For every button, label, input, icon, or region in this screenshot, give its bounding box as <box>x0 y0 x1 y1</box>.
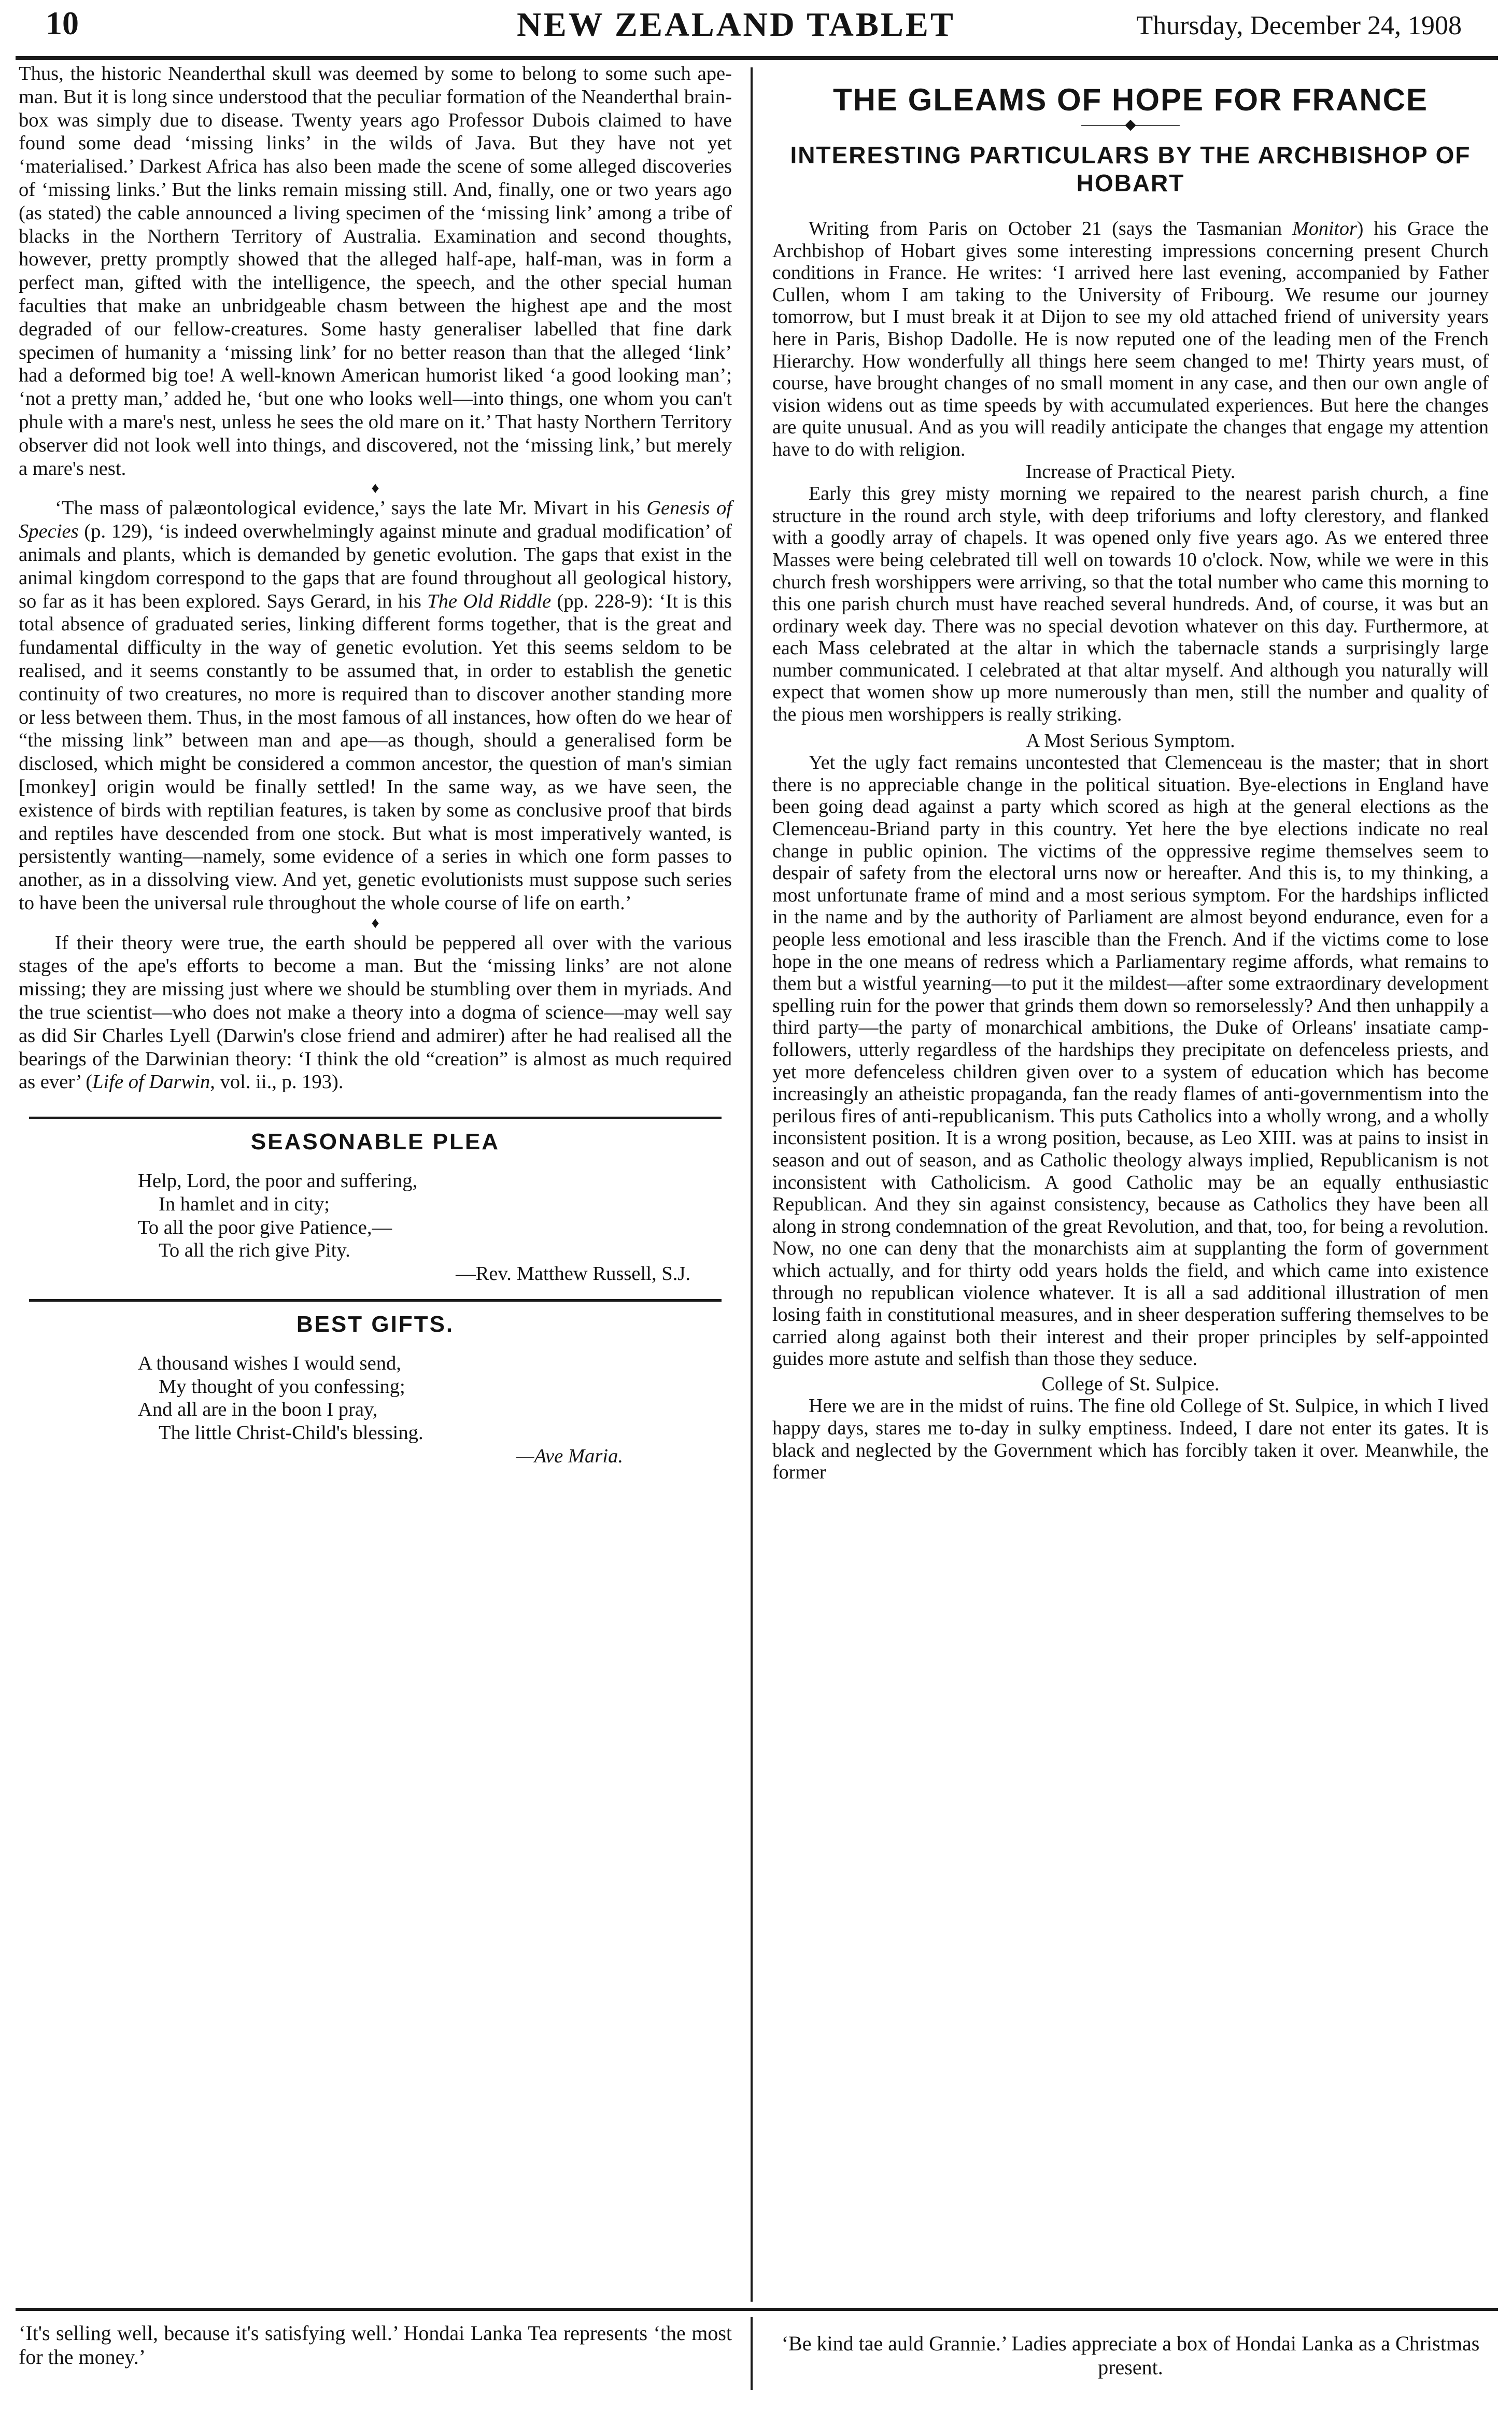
paragraph-piety: Early this grey misty morning we repaired to the nearest parish church, a fine structure in the round arch style, with deep triforiums and lofty clerestory, and flanked with a goodly array of chapels. It was opened only five years ago. As we entered three Masses were being celebrated till well on towards 10 o'clock. Now, while we were in this church fresh worshippers were arriving, so that the total number who came this morning to this one parish church must have reached several hundreds. And, of course, it was but an ordinary week day. There was no special devotion whatever on this day. Furthermore, at each Mass celebrated at the altar in which the tabernacle stands a surprisingly large number communicated. I celebrated at that altar myself. And although you naturally will expect that women show up more numerously than men, still the number and quality of the pious men worshippers is really striking. <box>772 483 1489 726</box>
paragraph-st-sulpice: Here we are in the midst of ruins. The fine old College of St. Sulpice, in which I lived happy days, stares me to-day in sulky emptiness. Indeed, I dare not enter its gates. It is black and neglected by the Government which has forcibly taken it over. Meanwhile, the former <box>772 1395 1489 1484</box>
section-separator: ♦ <box>371 480 379 497</box>
paragraph-intro: Writing from Paris on October 21 (says the Tasmanian Monitor) his Grace the Archbishop of Hobart gives some interesting impressions concerning present Church conditions in France. He writes: ‘I arrived here last evening, accompanied by Father Cullen, whom I am taking to the University of Fribourg. We resume our journey tomorrow, but I must break it at Dijon to see my old attached friend of university years here in Paris, Bishop Dadolle. He is now reputed one of the leading men of the French Hierarchy. How wonderfully all things here seem changed to me! Thirty years must, of course, have brought changes of no small moment in any case, and then our own angle of vision widens out as time speeds by with accumulated experiences. But here the changes are quite unusual. And as you will readily anticipate the changes that engage my attention have to do with religion. <box>772 218 1489 460</box>
newspaper-name: Monitor <box>1292 218 1357 239</box>
book-title: Genesis of Species <box>19 497 732 543</box>
poem-line: The little Christ-Child's blessing. <box>159 1422 423 1444</box>
poem-line: In hamlet and in city; <box>159 1193 330 1215</box>
poem-title: BEST GIFTS. <box>296 1312 455 1337</box>
poem-seasonable-plea <box>19 1169 732 1262</box>
poem-line: And all are in the boon I pray, <box>138 1399 378 1421</box>
paragraph-palaeontological: ‘The mass of palæontological evidence,’ says the late Mr. Mivart in his Genesis of Species (p. 129), ‘is indeed overwhelmingly against minute and gradual modification’ of animals and plants, which is demanded by genetic evolution. The gaps that exist in the animal kingdom correspond to the gaps that are found throughout all geological history, so far as it has been explored. Says Gerard, in his The Old Riddle (pp. 228-9): ‘It is this total absence of graduated series, linking different forms together, that is the great and fundamental difficulty in the way of genetic evolution. Yet this seems seldom to be realised, and it seems constantly to be assumed that, in order to establish the genetic continuity of two creatures, no more is required than to discover another standing more or less between them. Thus, in the most famous of all instances, how often do we hear of “the missing link” between man and ape—as though, should a generalised form be disclosed, which might be considered a common ancestor, the question of man's simian [monkey] origin would be finally settled! In the same way, as we have seen, the existence of birds with reptilian features, is taken by some as conclusive proof that birds and reptiles have descended from one stock. But what is most imperatively wanted, is persistently wanting—namely, some evidence of a series in which one form passes to another, as in a dissolving view. And yet, genetic evolutionists must suppose such series to have been the universal rule throughout the whole course of life on earth.’ <box>19 497 732 914</box>
book-title: The Old Riddle <box>427 590 552 612</box>
poem-line: To all the rich give Pity. <box>159 1239 350 1262</box>
poem-line: Help, Lord, the poor and suffering, <box>138 1170 418 1192</box>
poem-line: My thought of you confessing; <box>159 1375 405 1398</box>
paragraph-theory-true: If their theory were true, the earth should be peppered all over with the various stages of the ape's efforts to become a man. But the ‘missing links’ are not alone missing; they are missing just where we should be stumbling over them in myriads. And the true scientist—who does not make a theory into a dogma of science—may well say as did Sir Charles Lyell (Darwin's close friend and admirer) after he had realised all the bearings of the Darwinian theory: ‘I think the old “creation” is almost as much required as ever’ (Life of Darwin, vol. ii., p. 193). <box>19 932 732 1093</box>
footer-rule <box>16 2308 1498 2311</box>
page-header <box>0 0 1512 61</box>
poem-attribution: —Rev. Matthew Russell, S.J. <box>456 1263 690 1285</box>
header-rule <box>16 56 1498 60</box>
poem-best-gifts <box>19 1352 732 1445</box>
publication-title: NEW ZEALAND TABLET <box>517 6 955 44</box>
crosshead-piety: Increase of Practical Piety. <box>1025 460 1236 483</box>
paragraph-missing-links: Thus, the historic Neanderthal skull was deemed by some to belong to some such ape-man. But it is long since understood that the peculiar formation of the Neanderthal brain-box was simply due to disease. Twenty years ago Professor Dubois claimed to have found some dead ‘missing links’ in the wilds of Java. But they have not yet ‘materialised.’ Darkest Africa has also been made the scene of some alleged discoveries of ‘missing links.’ But the links remain missing still. And, finally, one or two years ago (as stated) the cable announced a living specimen of the ‘missing link’ among a tribe of blacks in the Northern Territory of Australia. Examination and second thoughts, however, pretty promptly showed that the alleged half-ape, half-man, was in form a perfect man, gifted with the intelligence, the speech, and the other special human faculties that make an unbridgeable chasm between the highest ape and the most degraded of our fellow-creatures. Some hasty generaliser labelled that fine dark specimen of humanity a ‘missing link’ for no better reason than that the alleged ‘link’ had a deformed big toe! A well-known American humorist liked ‘a good looking man’; ‘not a pretty man,’ added he, ‘but one who looks well—into things, one whom you can't phule with a mare's nest, unless he sees the old mare on it.’ That hasty Northern Territory observer did not look well into things, and discovered, not the ‘missing link,’ but merely a mare's nest. <box>19 63 732 480</box>
right-column <box>772 62 1489 1484</box>
article-title: THE GLEAMS OF HOPE FOR FRANCE <box>832 82 1429 117</box>
poem-attribution: —Ave Maria. <box>516 1445 623 1468</box>
issue-date: Thursday, December 24, 1908 <box>1136 11 1462 40</box>
paragraph-symptom: Yet the ugly fact remains uncontested that Clemenceau is the master; that in short there is no appreciable change in the political situation. Bye-elections in England have been going dead against a party which scored as high at the general elections as the Clemenceau-Briand party in this country. Yet here the bye elections indicate no real change in public opinion. The victims of the oppressive regime themselves seem to despair of safety from the electoral urns now or hereafter. And this is, to my thinking, a most unfortunate frame of mind and a most serious symptom. For the hardships inflicted in the name and by the authority of Parliament are almost beyond endurance, even for a people less emotional and less irascible than the French. And if the victims come to lose hope in the one means of redress which a Parliamentary regime affords, what remains to them but a wistful yearning—to put it the mildest—after some extraordinary development spelling ruin for the power that grinds them down so remorselessly? And then unhappily a third party—the party of monarchical ambitions, the Duke of Orleans' insatiate camp-followers, utterly regardless of the hardships they precipitate on defenceless priests, and yet more defenceless children given over to a system of education which has become increasingly an atheistic propaganda, fan the ready flames of anti-governmentism into the perilous fires of anti-republicanism. This puts Catholics into a wholly wrong, and a wholly inconsistent position. It is a wrong position, because, as Leo XIII. was at pains to insist in season and out of season, and as Catholic theology always implied, Republicanism is not inconsistent with Catholicism. A good Catholic may be an equally enthusiastic Republican. And they sin against consistency, because as Catholics they have been all along in strong condemnation of the great Revolution, and that, too, for being a revolution. Now, no one can deny that the monarchists aim at supplanting the form of government which actually, and for thirty odd years holds the field, and which came into existence through no republican violence whatever. It is all a sad additional illustration of men losing faith in constitutional measures, and in sheer desperation suffering themselves to be carried along against both their interest and their proper principles by self-appointed guides more astute and selfish than those they seduce. <box>772 752 1489 1370</box>
page-number: 10 <box>46 5 79 41</box>
crosshead-symptom: A Most Serious Symptom. <box>1026 729 1235 752</box>
column-divider <box>751 67 753 2302</box>
section-separator: ♦ <box>371 914 379 932</box>
book-title: Life of Darwin <box>92 1071 210 1093</box>
poem-title: SEASONABLE PLEA <box>250 1129 500 1155</box>
title-ornament: ———◆——— <box>1081 117 1180 133</box>
left-column <box>19 62 732 1468</box>
article-subtitle: INTERESTING PARTICULARS BY THE ARCHBISHOP OF HOBART <box>790 142 1471 196</box>
poem-line: A thousand wishes I would send, <box>138 1352 401 1374</box>
poem-line: To all the poor give Patience,— <box>138 1216 392 1238</box>
crosshead-st-sulpice: College of St. Sulpice. <box>1041 1373 1220 1395</box>
footer-divider <box>751 2317 753 2390</box>
footer-advert-right: ‘Be kind tae auld Grannie.’ Ladies appreciate a box of Hondai Lanka as a Christmas present. <box>781 2332 1480 2379</box>
footer-advert-left: ‘It's selling well, because it's satisfying well.’ Hondai Lanka Tea represents ‘the most for the money.’ <box>19 2321 732 2369</box>
